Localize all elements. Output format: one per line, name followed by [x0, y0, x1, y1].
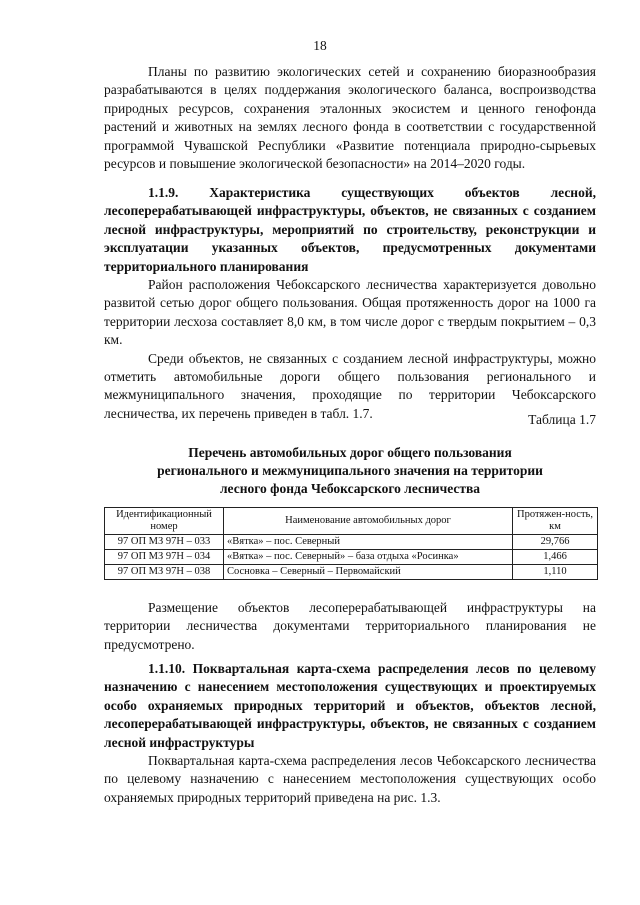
roads-table	[104, 507, 598, 580]
road-name: «Вятка» – пос. Северный» – база отдыха «Росинка»	[224, 550, 513, 565]
header-length: Протяжен-ность, км	[513, 508, 598, 535]
road-length: 1,466	[513, 550, 598, 565]
road-id: 97 ОП МЗ 97Н – 034	[105, 550, 224, 565]
table-row	[105, 535, 598, 550]
table-header-row	[105, 508, 598, 535]
road-name: Сосновка – Северный – Первомайский	[224, 565, 513, 580]
road-length: 29,766	[513, 535, 598, 550]
table-title-line: регионального и межмуниципального значения на территории	[157, 463, 543, 478]
section-1-1-9	[104, 184, 596, 423]
intro-paragraph-block	[104, 63, 596, 173]
section-1-1-9-paragraph-1: Район расположения Чебоксарского лесничества характеризуется довольно развитой сетью дорог общего пользования. Общая протяженность дорог на 1000 га территории лесхоза составляет 8,0 км, в том числе дорог с твердым покрытием – 0,3 км.	[104, 277, 596, 348]
table-title-line: Перечень автомобильных дорог общего пользования	[188, 445, 512, 460]
table-row	[105, 565, 598, 580]
after-table-paragraph-block	[104, 599, 596, 654]
header-id: Идентификационный номер	[105, 508, 224, 535]
after-table-paragraph: Размещение объектов лесоперерабатывающей инфраструктуры на территории лесничества документами территориального планирования не предусмотрено.	[104, 600, 596, 652]
table-title	[104, 444, 596, 498]
table-title-line: лесного фонда Чебоксарского лесничества	[219, 481, 481, 496]
table-label: Таблица 1.7	[528, 412, 596, 427]
road-id: 97 ОП МЗ 97Н – 038	[105, 565, 224, 580]
section-1-1-9-heading: 1.1.9. Характеристика существующих объектов лесной, лесоперерабатывающей инфраструктуры, объектов, не связанных с созданием лесной инфраструктуры, мероприятий по строительству, реконструкции и эксплуатации указанных объектов, предусмотренных документами территориального планирования	[104, 185, 596, 274]
intro-paragraph: Планы по развитию экологических сетей и сохранению биоразнообразия разрабатываются в целях поддержания экологического баланса, воспроизводства природных ресурсов, сохранения эталонных экосистем и ценного генофонда растений и животных на землях лесного фонда в соответствии с государственной программой Чувашской Республики «Развитие потенциала природно-сырьевых ресурсов и повышение экологической безопасности» на 2014–2020 годы.	[104, 64, 596, 172]
header-name: Наименование автомобильных дорог	[224, 508, 513, 535]
section-1-1-10-paragraph-1: Поквартальная карта-схема распределения лесов Чебоксарского лесничества по целевому назначению с нанесением местоположения существующих особо охраняемых природных территорий приведена на рис. 1.3.	[104, 753, 596, 805]
section-1-1-9-paragraph-2: Среди объектов, не связанных с созданием лесной инфраструктуры, можно отметить автомобильные дороги общего пользования регионального и межмуниципального значения, проходящие по территории Чебоксарского лесничества, их перечень приведен в табл. 1.7.	[104, 350, 596, 421]
section-1-1-10	[104, 660, 596, 807]
road-id: 97 ОП МЗ 97Н – 033	[105, 535, 224, 550]
road-name: «Вятка» – пос. Северный	[224, 535, 513, 550]
road-length: 1,110	[513, 565, 598, 580]
table-row	[105, 550, 598, 565]
page-number: 18	[313, 38, 327, 53]
section-1-1-10-heading: 1.1.10. Поквартальная карта-схема распределения лесов по целевому назначению с нанесением местоположения существующих и проектируемых особо охраняемых природных территорий и объектов, объектов лесной, лесоперерабатывающей инфраструктуры, объектов, не связанных с созданием лесной инфраструктуры	[104, 661, 596, 750]
